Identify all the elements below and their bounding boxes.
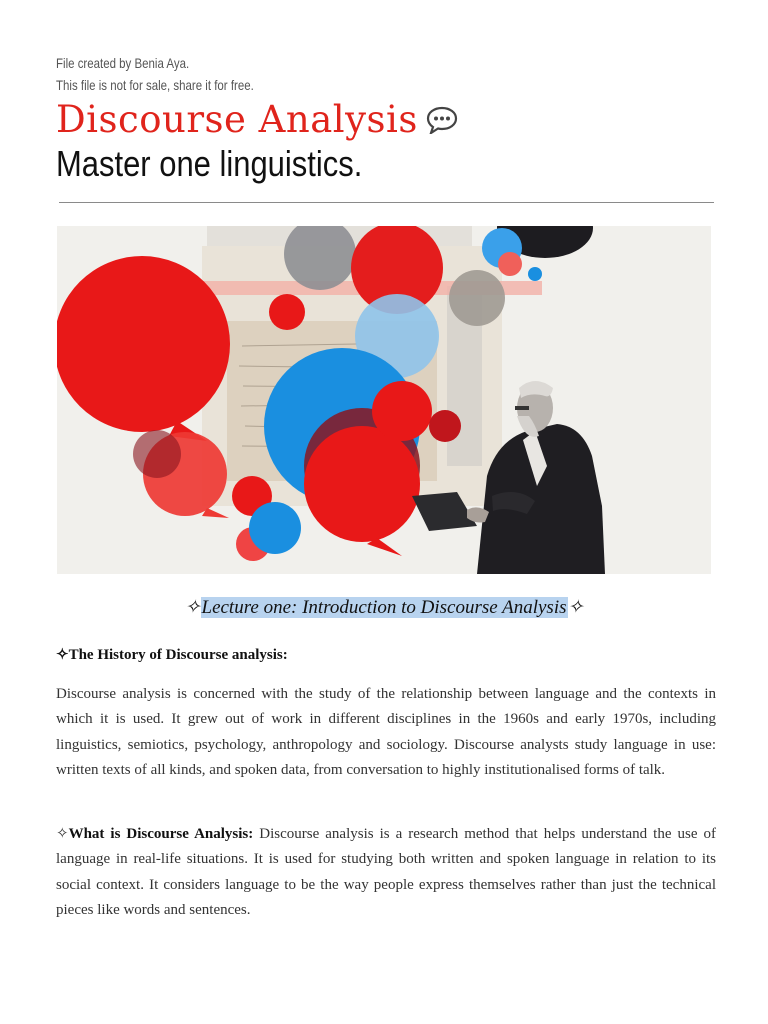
credit-line-license: This file is not for sale, share it for free. — [56, 77, 254, 93]
definition-heading: What is Discourse Analysis: — [68, 826, 254, 842]
lecture-title: Lecture one: Introduction to Discourse Analysis — [201, 597, 567, 618]
hero-illustration — [57, 226, 711, 574]
lecture-suffix-star: ✧ — [567, 597, 584, 618]
hero-collage-image — [57, 226, 711, 574]
history-paragraph: Discourse analysis is concerned with the study of the relationship between language and the contexts in which it is used. It grew out of work in different disciplines in the 1960s and early 1970s, including linguistics, semiotics, psychology, anthropology and sociology. Discourse analysts study language in use: written texts of all kinds, and spoken data, from conversation to highly institutionalised forms of talk. — [56, 686, 716, 779]
header-divider — [59, 202, 714, 203]
definition-paragraph — [56, 822, 716, 924]
definition-prefix-star: ✧ — [56, 826, 69, 842]
file-credit — [56, 52, 254, 96]
lecture-prefix-star: ✧ — [184, 597, 201, 618]
document-subtitle: Master one linguistics. — [56, 143, 363, 184]
history-heading: ✧The History of Discourse analysis: — [56, 647, 288, 663]
document-title — [56, 96, 458, 144]
speech-bubble-icon — [426, 98, 458, 126]
credit-line-author: File created by Benia Aya. — [56, 55, 190, 71]
lecture-heading — [0, 594, 768, 622]
definition-text: Discourse analysis is a research method that helps understand the use of language in real-life situations. It is used for studying both written and spoken language in relation to its social context. It considers language to be the way people express themselves rather than just the technical pieces like words and sentences. — [56, 826, 717, 919]
document-title-text: Discourse Analysis — [56, 98, 418, 141]
